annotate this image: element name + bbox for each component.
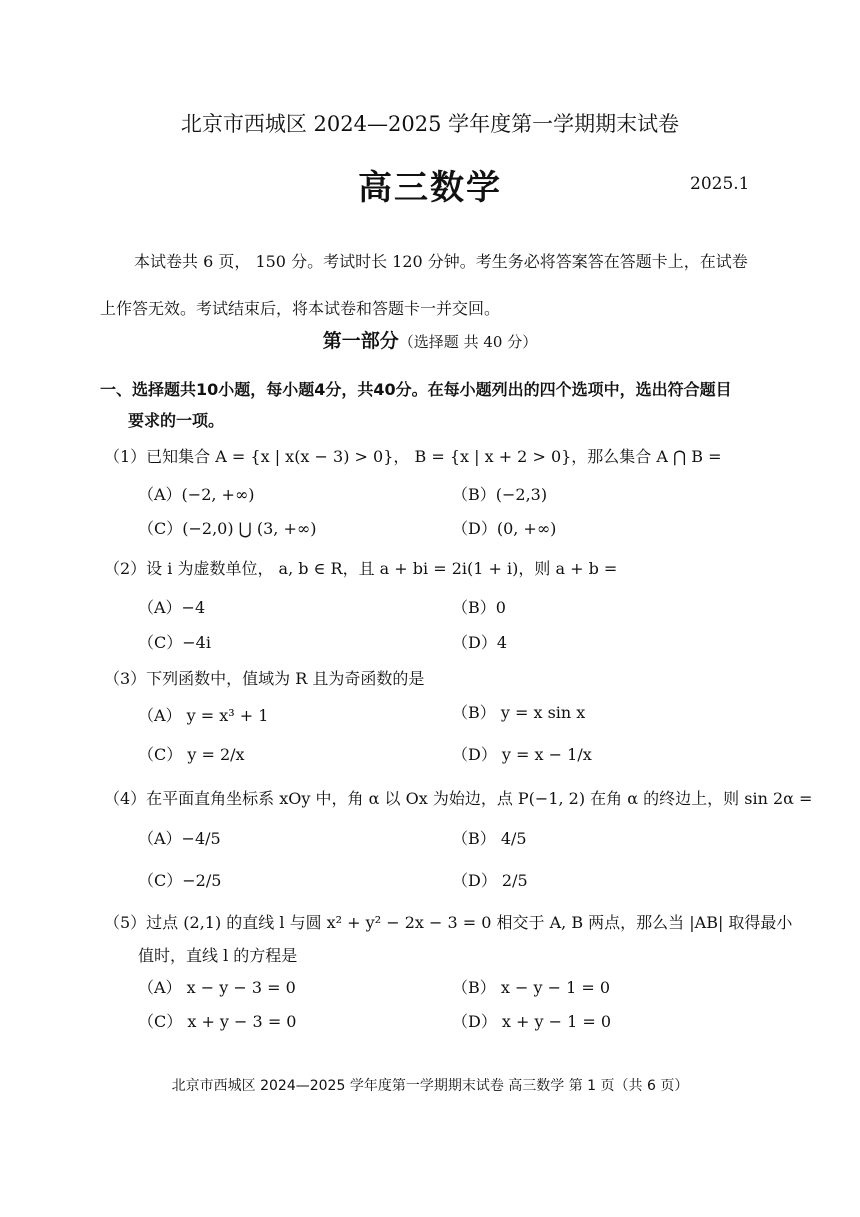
q3-option-a: （A） y = x³ + 1: [138, 706, 269, 725]
part-heading: [0, 326, 860, 353]
q4-option-a: （A）−4/5: [138, 829, 221, 848]
q3-option-d: （D） y = x − 1/x: [452, 745, 592, 764]
q5-option-c: （C） x + y − 3 = 0: [138, 1012, 297, 1031]
q2-option-b: （B）0: [452, 598, 506, 617]
question-5-stem-continued: 值时，直线 l 的方程是: [138, 946, 298, 965]
q2-option-a: （A）−4: [138, 598, 206, 617]
q5-option-d: （D） x + y − 1 = 0: [452, 1012, 612, 1031]
question-5-stem: （5）过点 (2,1) 的直线 l 与圆 x² + y² − 2x − 3 = 0 相交于 A, B 两点，那么当 |AB| 取得最小: [104, 913, 793, 932]
question-1-stem: （1）已知集合 A = {x | x(x − 3) > 0}， B = {x | x + 2 > 0}，那么集合 A ⋂ B =: [104, 447, 722, 466]
q1-option-c: （C）(−2,0) ⋃ (3, +∞): [138, 519, 317, 538]
section-line-1: 一、选择题共10小题，每小题4分，共40分。在每小题列出的四个选项中，选出符合题目: [100, 380, 732, 399]
q5-option-a: （A） x − y − 3 = 0: [138, 978, 296, 997]
q4-option-b: （B） 4/5: [452, 829, 527, 848]
q2-option-c: （C）−4i: [138, 633, 211, 652]
q1-option-b: （B）(−2,3): [452, 485, 548, 504]
question-4-stem: （4）在平面直角坐标系 xOy 中，角 α 以 Ox 为始边，点 P(−1, 2) 在角 α 的终边上，则 sin 2α =: [104, 789, 813, 808]
part-title: 第一部分: [322, 330, 399, 352]
q3-option-b: （B） y = x sin x: [452, 703, 586, 722]
section-instructions: [100, 374, 760, 436]
exam-date: 2025.1: [690, 174, 750, 194]
q1-option-d: （D）(0, +∞): [452, 519, 557, 538]
q4-option-d: （D） 2/5: [452, 871, 528, 890]
page-footer: 北京市西城区 2024—2025 学年度第一学期期末试卷 高三数学 第 1 页（共 6 页）: [171, 1078, 689, 1094]
q3-option-c: （C） y = 2/x: [138, 745, 245, 764]
question-3-stem: （3）下列函数中，值域为 R 且为奇函数的是: [104, 669, 425, 688]
exam-title: 北京市西城区 2024—2025 学年度第一学期期末试卷: [180, 112, 680, 136]
part-note: （选择题 共 40 分）: [398, 333, 538, 351]
q4-option-c: （C）−2/5: [138, 871, 222, 890]
section-line-2: 要求的一项。: [128, 411, 225, 430]
subject-title: 高三数学: [358, 168, 502, 208]
q5-option-b: （B） x − y − 1 = 0: [452, 978, 611, 997]
question-2-stem: （2）设 i 为虚数单位， a, b ∈ R，且 a + bi = 2i(1 + i)，则 a + b =: [104, 559, 618, 578]
q1-option-a: （A）(−2, +∞): [138, 485, 255, 504]
q2-option-d: （D）4: [452, 633, 508, 652]
instructions: 本试卷共 6 页， 150 分。考试时长 120 分钟。考生务必将答案答在答题卡上，在试卷上作答无效。考试结束后，将本试卷和答题卡一并交回。: [100, 252, 748, 318]
